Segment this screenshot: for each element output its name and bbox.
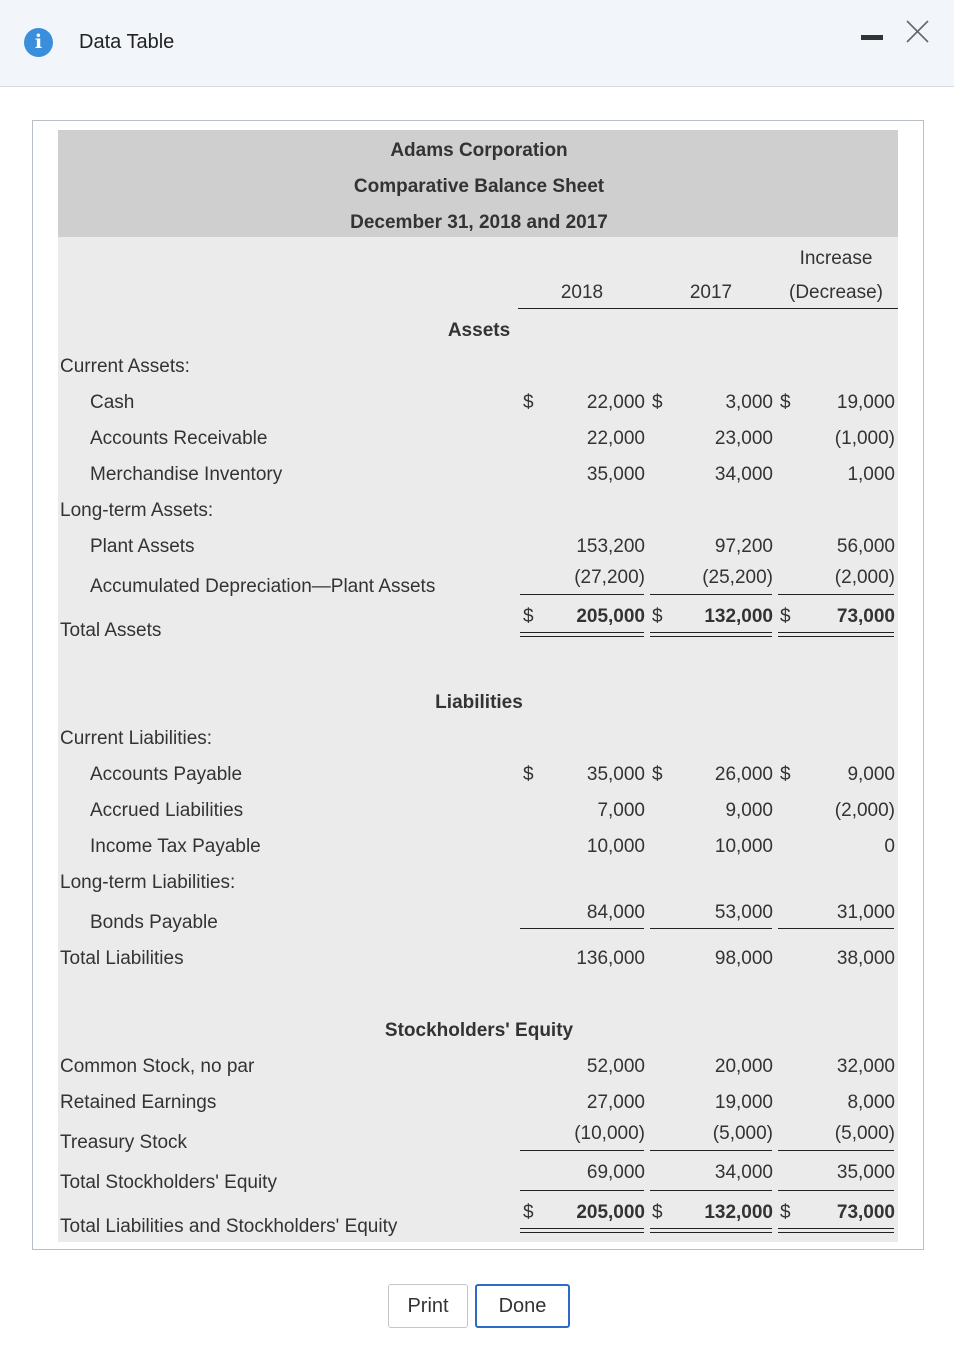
minimize-button[interactable] [855,20,889,54]
single-underline [520,1190,644,1191]
column-header-change-line1: Increase [799,248,873,269]
group-label-long-term-assets: Long-term Assets: [60,500,214,521]
cell-2017: 20,000 [714,1056,773,1077]
cell-2018: 205,000 [576,606,645,627]
cell-2017: 23,000 [714,428,773,449]
cell-2018: 153,200 [576,536,645,557]
single-underline [778,928,894,929]
double-underline [778,1232,894,1233]
double-underline [778,636,894,637]
dollar-sign: $ [780,606,791,627]
row-label: Accrued Liabilities [90,800,244,821]
single-underline [650,594,772,595]
row-label: Plant Assets [90,536,195,557]
double-underline [520,1228,644,1229]
statement-name: Comparative Balance Sheet [353,176,605,197]
cell-2018: 205,000 [576,1202,645,1223]
header-underline [518,308,898,309]
row-label: Retained Earnings [60,1092,217,1113]
row-label: Common Stock, no par [60,1056,255,1077]
cell-change: 0 [884,836,895,857]
row-label: Income Tax Payable [90,836,261,857]
cell-2017: 34,000 [714,1162,773,1183]
cell-change: 56,000 [836,536,895,557]
double-underline [778,1228,894,1229]
single-underline [520,594,644,595]
single-underline [778,1190,894,1191]
row-label: Treasury Stock [60,1132,188,1153]
cell-2018: 84,000 [586,902,645,923]
cell-change: (2,000) [834,800,895,821]
cell-2018: 35,000 [586,764,645,785]
info-icon: i [24,28,53,57]
dollar-sign: $ [652,392,663,413]
done-button[interactable]: Done [475,1284,570,1328]
section-heading-liabilities: Liabilities [435,692,523,713]
single-underline [650,1190,772,1191]
column-header-change-line2: (Decrease) [789,282,883,303]
print-button[interactable]: Print [388,1284,468,1328]
row-label: Total Liabilities [60,948,184,969]
cell-2017: 53,000 [714,902,773,923]
cell-2017: (5,000) [712,1123,773,1144]
cell-2018: 52,000 [586,1056,645,1077]
cell-change: 35,000 [836,1162,895,1183]
row-label: Total Assets [60,620,162,641]
row-label: Total Stockholders' Equity [60,1172,277,1193]
dollar-sign: $ [523,392,534,413]
column-header-2018: 2018 [560,282,604,303]
dollar-sign: $ [523,764,534,785]
double-underline [520,1232,644,1233]
double-underline [778,632,894,633]
cell-2018: 22,000 [586,428,645,449]
cell-2017: 97,200 [714,536,773,557]
cell-2018: (27,200) [574,567,645,588]
row-label: Merchandise Inventory [90,464,283,485]
cell-2017: 132,000 [704,1202,773,1223]
row-label: Accounts Payable [90,764,243,785]
dollar-sign: $ [523,606,534,627]
single-underline [520,1150,644,1151]
cell-2017: 10,000 [714,836,773,857]
cell-2017: 9,000 [725,800,773,821]
cell-2018: 22,000 [586,392,645,413]
cell-change: 73,000 [836,606,895,627]
dollar-sign: $ [652,606,663,627]
cell-change: 73,000 [836,1202,895,1223]
cell-change: 8,000 [847,1092,895,1113]
dollar-sign: $ [780,1202,791,1223]
cell-2017: 132,000 [704,606,773,627]
cell-2018: (10,000) [574,1123,645,1144]
statement-period: December 31, 2018 and 2017 [350,212,608,233]
row-label: Accounts Receivable [90,428,268,449]
cell-change: (5,000) [834,1123,895,1144]
row-label: Accumulated Depreciation—Plant Assets [90,576,436,597]
company-name: Adams Corporation [390,140,568,161]
single-underline [778,594,894,595]
cell-2017: 26,000 [714,764,773,785]
cell-2018: 10,000 [586,836,645,857]
dialog-title: Data Table [79,31,175,53]
cell-2017: 98,000 [714,948,773,969]
cell-2018: 27,000 [586,1092,645,1113]
dollar-sign: $ [780,392,791,413]
double-underline [650,632,772,633]
close-icon [902,16,932,46]
row-label: Cash [90,392,135,413]
cell-2017: 3,000 [725,392,773,413]
cell-2017: 19,000 [714,1092,773,1113]
cell-2018: 136,000 [576,948,645,969]
dialog-header [0,0,954,87]
group-label-long-term-liabilities: Long-term Liabilities: [60,872,236,893]
cell-2018: 7,000 [597,800,645,821]
column-header-2017: 2017 [689,282,733,303]
cell-change: 1,000 [847,464,895,485]
cell-change: (1,000) [834,428,895,449]
single-underline [778,1150,894,1151]
dollar-sign: $ [780,764,791,785]
cell-change: 9,000 [847,764,895,785]
cell-change: (2,000) [834,567,895,588]
single-underline [650,1150,772,1151]
double-underline [650,636,772,637]
dollar-sign: $ [652,1202,663,1223]
dollar-sign: $ [652,764,663,785]
row-label: Bonds Payable [90,912,218,933]
section-heading-assets: Assets [447,320,511,341]
cell-change: 38,000 [836,948,895,969]
double-underline [520,632,644,633]
section-heading-equity: Stockholders' Equity [384,1020,574,1041]
double-underline [520,636,644,637]
group-label-current-liabilities: Current Liabilities: [60,728,213,749]
cell-change: 31,000 [836,902,895,923]
group-label-current-assets: Current Assets: [60,356,190,377]
cell-2018: 35,000 [586,464,645,485]
close-button[interactable] [902,16,932,46]
single-underline [650,928,772,929]
double-underline [650,1228,772,1229]
dollar-sign: $ [523,1202,534,1223]
single-underline [520,928,644,929]
cell-change: 32,000 [836,1056,895,1077]
minimize-icon [861,35,883,40]
cell-2018: 69,000 [586,1162,645,1183]
cell-change: 19,000 [836,392,895,413]
row-label: Total Liabilities and Stockholders' Equity [60,1216,398,1237]
double-underline [650,1232,772,1233]
cell-2017: (25,200) [702,567,773,588]
cell-2017: 34,000 [714,464,773,485]
